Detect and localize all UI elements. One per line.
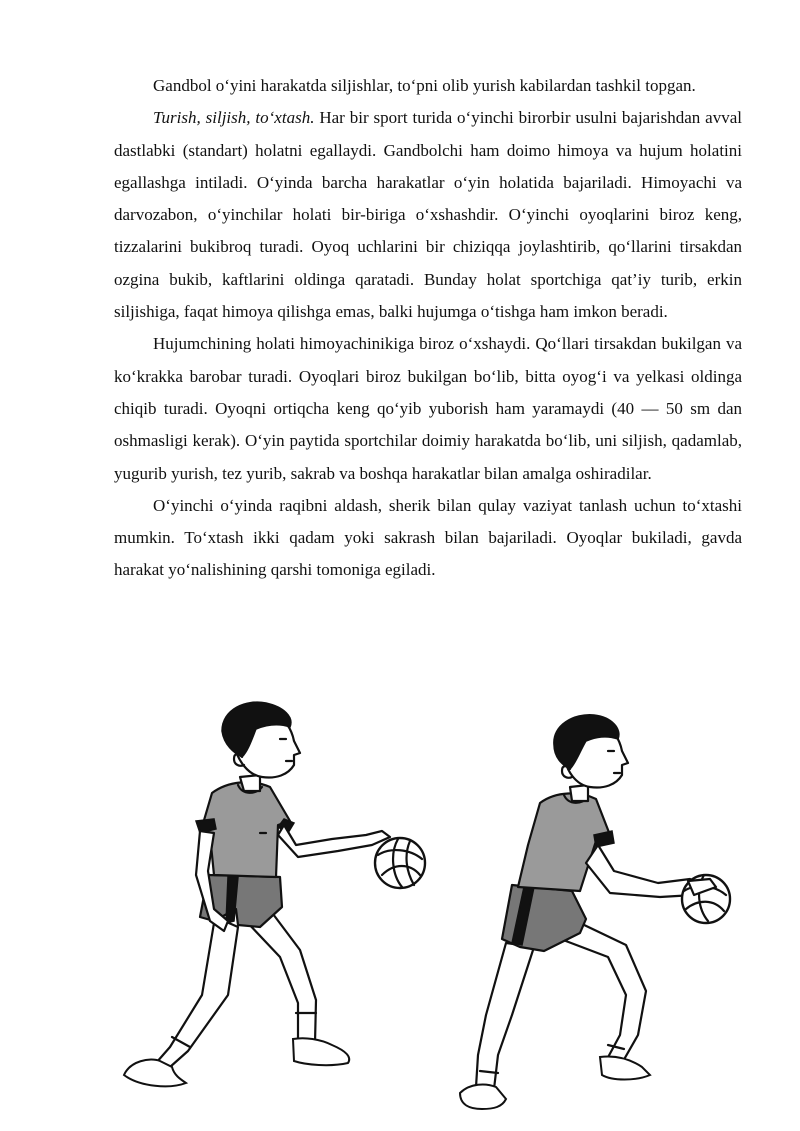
player-holding-figure bbox=[460, 715, 730, 1109]
paragraph-2 bbox=[114, 102, 742, 328]
page-text bbox=[114, 70, 742, 587]
left-shoe-icon bbox=[460, 1085, 506, 1109]
paragraph-1 bbox=[114, 70, 742, 102]
left-shoe-icon bbox=[124, 1060, 186, 1087]
players-illustration bbox=[110, 695, 750, 1125]
paragraph-text: Har bir sport turida o‘yinchi birorbir usulni bajarishdan avval dastlabki (standart) holatni egallaydi. Gandbolchi ham doimo himoya va hujum holatini egallashga intiladi. O‘yinda barcha harakatlar o‘yin holatida bajariladi. Himoyachi va darvozabon, o‘yinchilar holati bir-biriga o‘xshashdir. O‘yinchi oyoqlarini biroz keng, tizzalarini bukibroq turadi. Oyoq uchlarini bir chiziqqa joylashtirib, qo‘llarini tirsakdan ozgina bukib, kaftlarini oldinga qaratadi. Bunday holat sportchiga qat’iy turib, erkin siljishiga, faqat himoya qilishga emas, balki hujumga o‘tishga ham imkon beradi. bbox=[114, 108, 742, 322]
players-drawing bbox=[110, 695, 750, 1125]
paragraph-lead-italic: Turish, siljish, to‘xtash. bbox=[153, 108, 315, 128]
paragraph-4 bbox=[114, 490, 742, 587]
right-shoe-icon bbox=[293, 1038, 349, 1065]
player-dribbling-figure bbox=[124, 702, 425, 1086]
paragraph-3 bbox=[114, 328, 742, 489]
paragraph-text: O‘yinchi o‘yinda raqibni aldash, sherik bilan qulay vaziyat tanlash uchun to‘xtashi mumkin. To‘xtash ikki qadam yoki sakrash bilan bajariladi. Oyoqlar bukiladi, gavda harakat yo‘nalishining qarshi tomoniga egiladi. bbox=[114, 495, 742, 580]
right-shoe-icon bbox=[600, 1056, 650, 1079]
paragraph-text: Hujumchining holati himoyachinikiga biroz o‘xshaydi. Qo‘llari tirsakdan bukilgan va ko‘krakka barobar turadi. Oyoqlari biroz bukilgan bo‘lib, bitta oyog‘i va yelkasi oldinga chiqib turadi. Oyoqni ortiqcha keng qo‘yib yuborish ham yaramaydi (40 — 50 sm dan oshmasligi kerak). O‘yin paytida sportchilar doimiy harakatda bo‘lib, uni siljish, qadamlab, yugurib yurish, tez yurib, sakrab va boshqa harakatlar bilan amalga oshiradilar. bbox=[114, 334, 742, 483]
paragraph-text: Gandbol o‘yini harakatda siljishlar, to‘pni olib yurish kabilardan tashkil topgan. bbox=[153, 76, 696, 95]
handball-icon bbox=[375, 838, 425, 888]
